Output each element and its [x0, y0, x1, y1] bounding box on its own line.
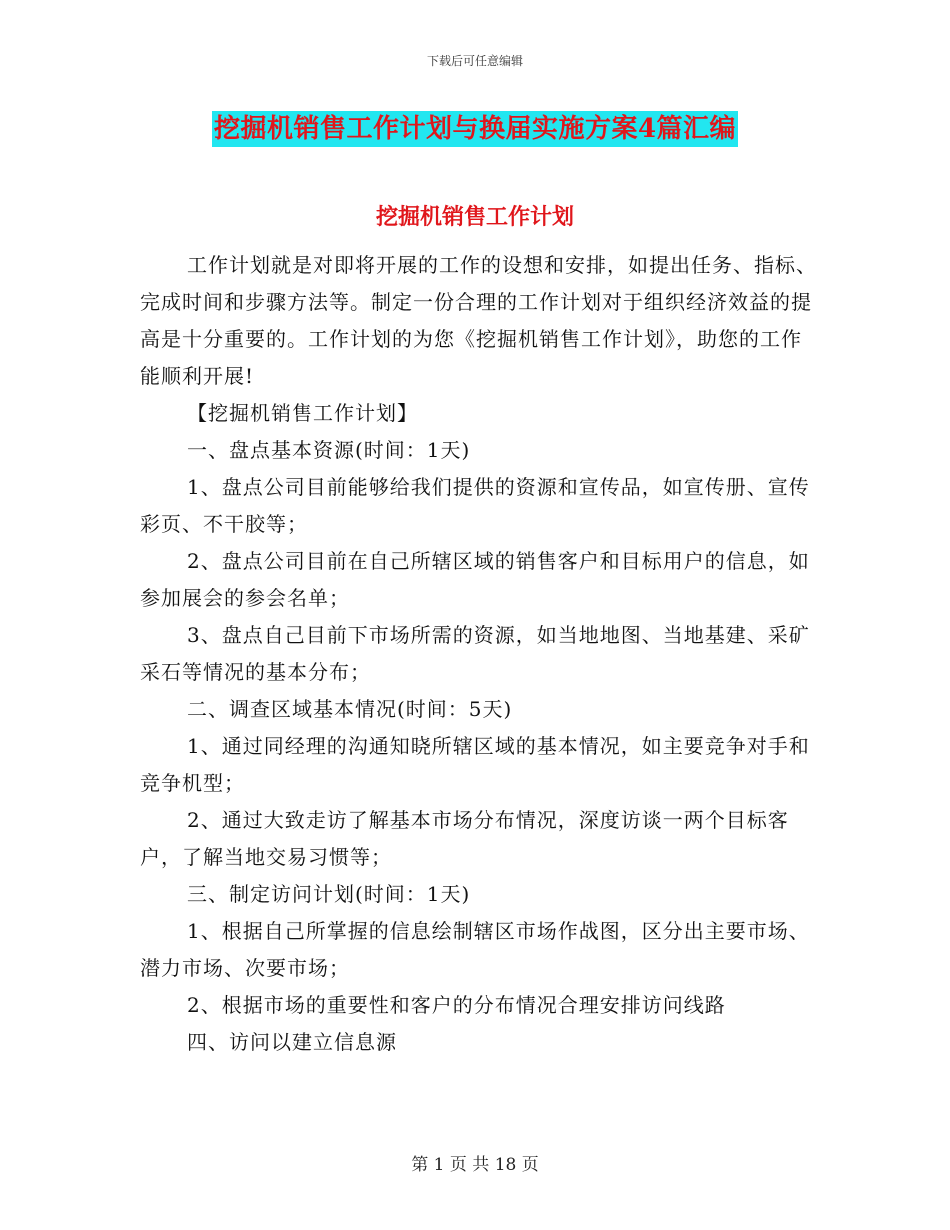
main-title: 挖掘机销售工作计划与换届实施方案4篇汇编	[212, 111, 738, 147]
paragraph-step-1-item-2: 2、盘点公司目前在自己所辖区域的销售客户和目标用户的信息，如参加展会的参会名单；	[140, 549, 810, 610]
paragraph-step-1-item-3: 3、盘点自己目前下市场所需的资源，如当地地图、当地基建、采矿采石等情况的基本分布；	[140, 623, 810, 684]
paragraph-step-2-item-2: 2、通过大致走访了解基本市场分布情况，深度访谈一两个目标客户，了解当地交易习惯等；	[140, 808, 789, 869]
page-number: 第 1 页 共 18 页	[411, 1155, 539, 1175]
paragraph-step-1-item-1: 1、盘点公司目前能够给我们提供的资源和宣传品，如宣传册、宣传彩页、不干胶等；	[140, 475, 810, 536]
paragraph-step-2-item-1: 1、通过同经理的沟通知晓所辖区域的基本情况，如主要竞争对手和竞争机型；	[140, 734, 810, 795]
paragraph-step-4: 四、访问以建立信息源	[187, 1030, 397, 1054]
paragraph-step-3-item-2: 2、根据市场的重要性和客户的分布情况合理安排访问线路	[187, 993, 726, 1017]
paragraph-step-1: 一、盘点基本资源(时间：1天)	[187, 438, 471, 462]
paragraph-intro: 工作计划就是对即将开展的工作的设想和安排，如提出任务、指标、完成时间和步骤方法等。制定一份合理的工作计划对于组织经济效益的提高是十分重要的。工作计划的为您《挖掘机销售工作计划》，助您的工作能顺利开展!	[140, 253, 817, 388]
paragraph-step-3-item-1: 1、根据自己所掌握的信息绘制辖区市场作战图，区分出主要市场、潜力市场、次要市场；	[140, 919, 810, 980]
paragraph-step-3: 三、制定访问计划(时间：1天)	[187, 882, 471, 906]
main-title-container	[0, 111, 950, 147]
page-header-note: 下载后可任意编辑	[426, 54, 523, 68]
paragraph-heading-plan: 【挖掘机销售工作计划】	[187, 401, 418, 425]
section-title: 挖掘机销售工作计划	[375, 204, 574, 230]
document-body	[140, 247, 820, 1061]
paragraph-step-2: 二、调查区域基本情况(时间：5天)	[187, 697, 513, 721]
